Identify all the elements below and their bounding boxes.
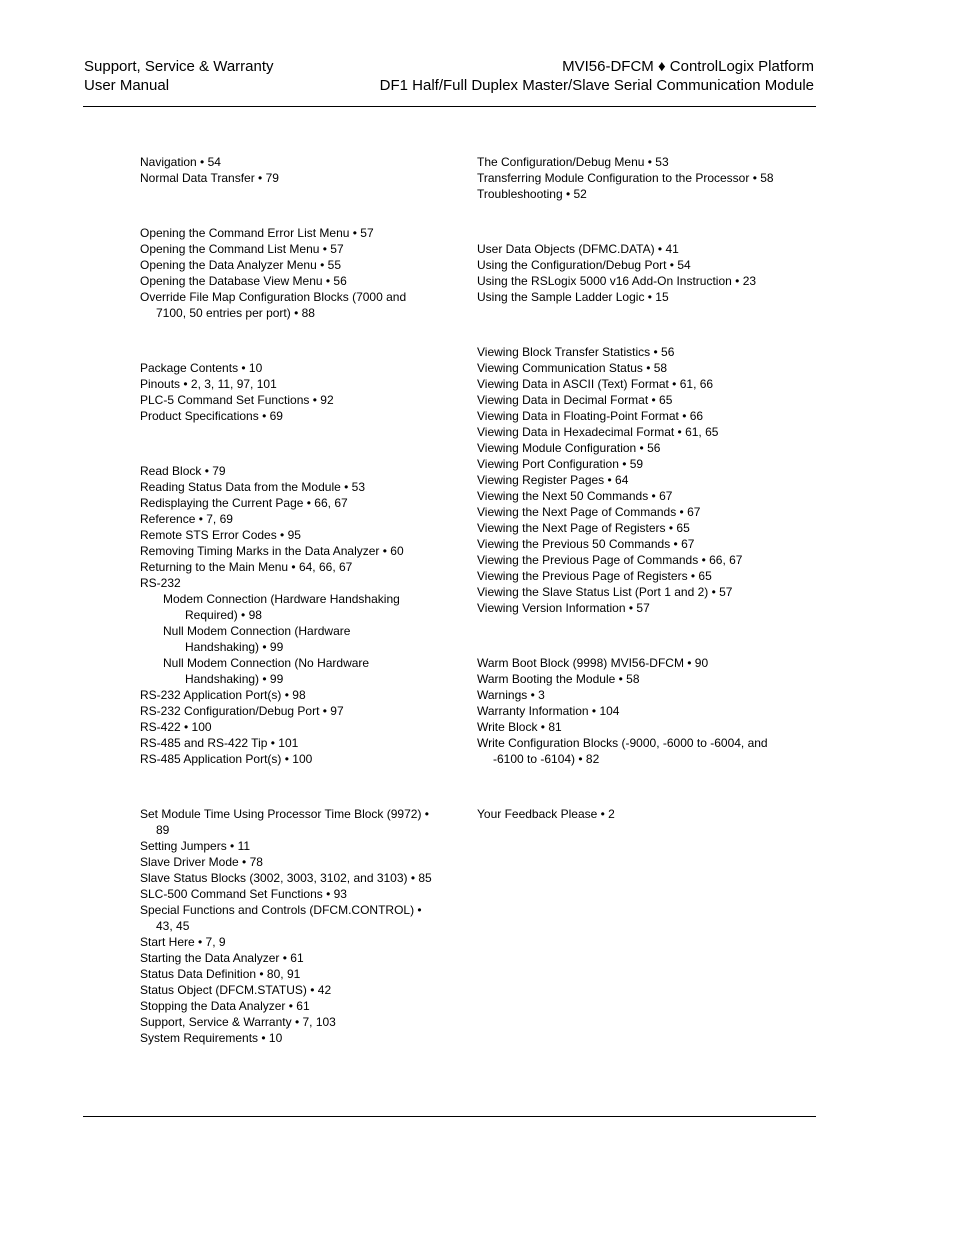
index-entry[interactable]: Viewing the Previous 50 Commands • 67: [477, 537, 695, 551]
index-entry[interactable]: System Requirements • 10: [140, 1031, 283, 1045]
index-entry[interactable]: Viewing the Next Page of Commands • 67: [477, 505, 701, 519]
index-entry[interactable]: Viewing the Previous Page of Registers • 65: [477, 569, 712, 583]
index-entry[interactable]: Slave Status Blocks (3002, 3003, 3102, and 3103) • 85: [140, 871, 432, 885]
index-entry[interactable]: Using the RSLogix 5000 v16 Add-On Instruction • 23: [477, 274, 757, 288]
index-entry[interactable]: Viewing Data in ASCII (Text) Format • 61, 66: [477, 377, 714, 391]
index-group: [477, 806, 777, 822]
index-entry[interactable]: Normal Data Transfer • 79: [140, 171, 279, 185]
index-entry[interactable]: Starting the Data Analyzer • 61: [140, 951, 304, 965]
index-entry[interactable]: Warranty Information • 104: [477, 704, 620, 718]
header-rule: [83, 106, 816, 107]
index-entry[interactable]: Using the Sample Ladder Logic • 15: [477, 290, 669, 304]
index-entry[interactable]: Viewing Data in Floating-Point Format • 66: [477, 409, 704, 423]
index-entry[interactable]: Viewing Data in Decimal Format • 65: [477, 393, 673, 407]
index-group: [140, 154, 440, 186]
index-entry[interactable]: Write Configuration Blocks (-9000, -6000 to -6004, and -6100 to -6104) • 82: [477, 736, 768, 766]
index-entry[interactable]: Troubleshooting • 52: [477, 187, 587, 201]
index-entry[interactable]: Viewing the Next 50 Commands • 67: [477, 489, 673, 503]
index-group: [140, 225, 440, 321]
index-group: [477, 241, 777, 305]
index-entry[interactable]: Stopping the Data Analyzer • 61: [140, 999, 310, 1013]
index-entry[interactable]: The Configuration/Debug Menu • 53: [477, 155, 669, 169]
index-entry[interactable]: Redisplaying the Current Page • 66, 67: [140, 496, 348, 510]
index-entry[interactable]: Reading Status Data from the Module • 53: [140, 480, 365, 494]
index-group: [140, 806, 440, 1046]
index-entry[interactable]: RS-485 Application Port(s) • 100: [140, 752, 313, 766]
index-subentry[interactable]: Modem Connection (Hardware Handshaking Required) • 98: [163, 592, 400, 622]
index-entry[interactable]: Package Contents • 10: [140, 361, 263, 375]
index-entry[interactable]: Opening the Database View Menu • 56: [140, 274, 347, 288]
index-entry[interactable]: Pinouts • 2, 3, 11, 97, 101: [140, 377, 277, 391]
header-right: [380, 57, 814, 95]
index-entry[interactable]: User Data Objects (DFMC.DATA) • 41: [477, 242, 679, 256]
index-entry[interactable]: Warnings • 3: [477, 688, 545, 702]
index-entry[interactable]: Support, Service & Warranty • 7, 103: [140, 1015, 336, 1029]
index-entry[interactable]: RS-232 Configuration/Debug Port • 97: [140, 704, 344, 718]
index-entry[interactable]: Set Module Time Using Processor Time Block (9972) • 89: [140, 807, 429, 837]
index-entry[interactable]: SLC-500 Command Set Functions • 93: [140, 887, 347, 901]
header-section-title: Support, Service & Warranty: [84, 58, 274, 75]
index-entry[interactable]: Opening the Command Error List Menu • 57: [140, 226, 374, 240]
index-entry[interactable]: Viewing Data in Hexadecimal Format • 61, 65: [477, 425, 719, 439]
index-entry[interactable]: Warm Booting the Module • 58: [477, 672, 640, 686]
header-doc-type: User Manual: [84, 77, 170, 94]
header-product-description: DF1 Half/Full Duplex Master/Slave Serial Communication Module: [379, 77, 814, 94]
index-group: [140, 463, 440, 767]
index-entry[interactable]: RS-485 and RS-422 Tip • 101: [140, 736, 299, 750]
index-entry[interactable]: PLC-5 Command Set Functions • 92: [140, 393, 334, 407]
index-group: [477, 154, 777, 202]
index-entry[interactable]: Viewing the Slave Status List (Port 1 and 2) • 57: [477, 585, 733, 599]
index-entry[interactable]: Removing Timing Marks in the Data Analyzer • 60: [140, 544, 404, 558]
index-entry[interactable]: Warm Boot Block (9998) MVI56-DFCM • 90: [477, 656, 709, 670]
index-entry[interactable]: Setting Jumpers • 11: [140, 839, 251, 853]
header-product: MVI56-DFCM ♦ ControlLogix Platform: [562, 58, 814, 75]
index-entry[interactable]: Viewing the Next Page of Registers • 65: [477, 521, 690, 535]
index-entry[interactable]: Transferring Module Configuration to the Processor • 58: [477, 171, 774, 185]
index-entry[interactable]: Opening the Data Analyzer Menu • 55: [140, 258, 341, 272]
index-entry[interactable]: Reference • 7, 69: [140, 512, 233, 526]
index-entry[interactable]: Your Feedback Please • 2: [477, 807, 615, 821]
index-entry[interactable]: Viewing Register Pages • 64: [477, 473, 629, 487]
index-entry[interactable]: RS-232: [140, 576, 181, 590]
index-entry[interactable]: Viewing Port Configuration • 59: [477, 457, 644, 471]
footer-rule: [83, 1116, 816, 1117]
index-entry[interactable]: Remote STS Error Codes • 95: [140, 528, 301, 542]
index-entry[interactable]: Status Object (DFCM.STATUS) • 42: [140, 983, 332, 997]
index-subentry[interactable]: Null Modem Connection (Hardware Handshaking) • 99: [163, 624, 351, 654]
index-entry[interactable]: Viewing Block Transfer Statistics • 56: [477, 345, 675, 359]
index-entry[interactable]: Write Block • 81: [477, 720, 562, 734]
index-subentry[interactable]: Null Modem Connection (No Hardware Handshaking) • 99: [163, 656, 370, 686]
index-entry[interactable]: Viewing Version Information • 57: [477, 601, 650, 615]
index-entry[interactable]: Viewing Module Configuration • 56: [477, 441, 661, 455]
index-entry[interactable]: RS-422 • 100: [140, 720, 212, 734]
index-entry[interactable]: Status Data Definition • 80, 91: [140, 967, 301, 981]
index-entry[interactable]: Override File Map Configuration Blocks (7000 and 7100, 50 entries per port) • 88: [140, 290, 407, 320]
index-column-left: [140, 154, 440, 1046]
index-group: [477, 344, 777, 616]
index-entry[interactable]: Start Here • 7, 9: [140, 935, 226, 949]
header-left: [84, 57, 274, 95]
index-entry[interactable]: Viewing the Previous Page of Commands • 66, 67: [477, 553, 743, 567]
index-entry[interactable]: Read Block • 79: [140, 464, 226, 478]
index-entry[interactable]: RS-232 Application Port(s) • 98: [140, 688, 306, 702]
index-entry[interactable]: Navigation • 54: [140, 155, 221, 169]
index-entry[interactable]: Using the Configuration/Debug Port • 54: [477, 258, 691, 272]
index-entry[interactable]: Returning to the Main Menu • 64, 66, 67: [140, 560, 353, 574]
index-entry[interactable]: Product Specifications • 69: [140, 409, 283, 423]
index-group: [477, 655, 777, 767]
index-column-right: [477, 154, 777, 822]
index-entry[interactable]: Special Functions and Controls (DFCM.CONTROL) • 43, 45: [140, 903, 422, 933]
index-entry[interactable]: Opening the Command List Menu • 57: [140, 242, 344, 256]
index-entry[interactable]: Slave Driver Mode • 78: [140, 855, 263, 869]
index-entry[interactable]: Viewing Communication Status • 58: [477, 361, 668, 375]
index-group: [140, 360, 440, 424]
